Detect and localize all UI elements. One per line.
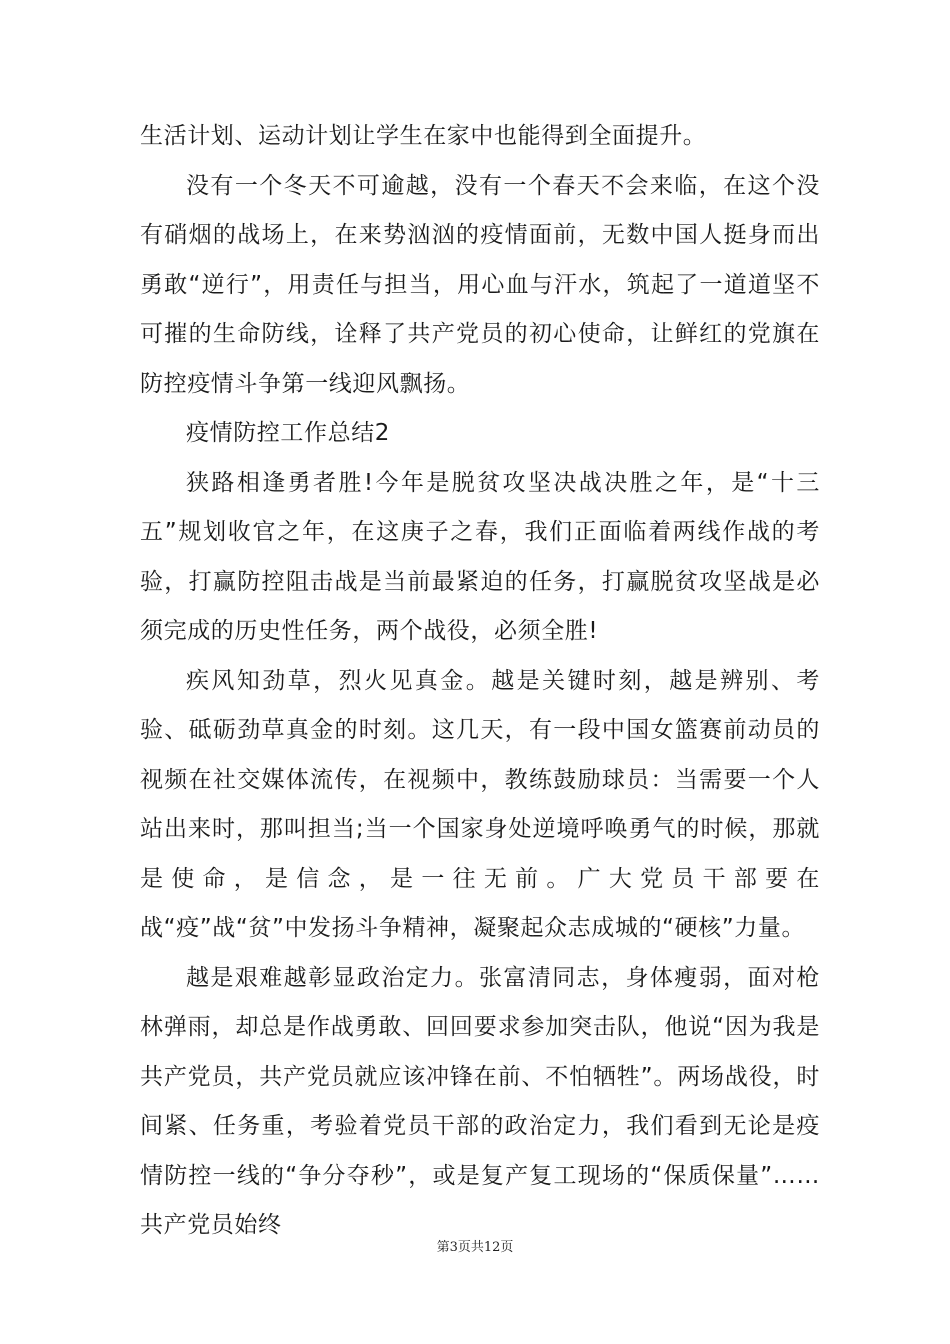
paragraph-narrow-road: 狭路相逢勇者胜!今年是脱贫攻坚决战决胜之年，是“十三五”规划收官之年，在这庚子之春，我们正面临着两线作战的考验，打赢防控阻击战是当前最紧迫的任务，打赢脱贫攻坚战是必须完成的历史性任务，两个战役，必须全胜! <box>140 469 820 644</box>
paragraph-political-resolve: 越是艰难越彰显政治定力。张富清同志，身体瘦弱，面对枪林弹雨，却总是作战勇敢、回回要求参加突击队，他说“因为我是共产党员，共产党员就应该冲锋在前、不怕牺牲”。两场战役，时间紧、任务重，考验着党员干部的政治定力，我们看到无论是疫情防控一线的“争分夺秒”，或是复产复工现场的“保质保量”……共产党员始终 <box>140 964 820 1238</box>
page-number-footer: 第3页共12页 <box>436 1240 514 1255</box>
section-heading: 疫情防控工作总结2 <box>186 420 391 446</box>
paragraph-strong-wind: 疾风知劲草，烈火见真金。越是关键时刻，越是辨别、考验、砥砺劲草真金的时刻。这几天，有一段中国女篮赛前动员的视频在社交媒体流传，在视频中，教练鼓励球员：当需要一个人站出来时，那叫担当;当一个国家身处逆境呼唤勇气的时候，那就是使命，是信念，是一往无前。广大党员干部要在战“疫”战“贫”中发扬斗争精神，凝聚起众志成城的“硬核”力量。 <box>140 667 820 941</box>
paragraph-winter-spring: 没有一个冬天不可逾越，没有一个春天不会来临，在这个没有硝烟的战场上，在来势汹汹的疫情面前，无数中国人挺身而出勇敢“逆行”，用责任与担当，用心血与汗水，筑起了一道道坚不可摧的生命防线，诠释了共产党员的初心使命，让鲜红的党旗在防控疫情斗争第一线迎风飘扬。 <box>140 172 820 397</box>
document-body <box>140 112 820 1251</box>
paragraph-continuation: 生活计划、运动计划让学生在家中也能得到全面提升。 <box>140 123 707 149</box>
